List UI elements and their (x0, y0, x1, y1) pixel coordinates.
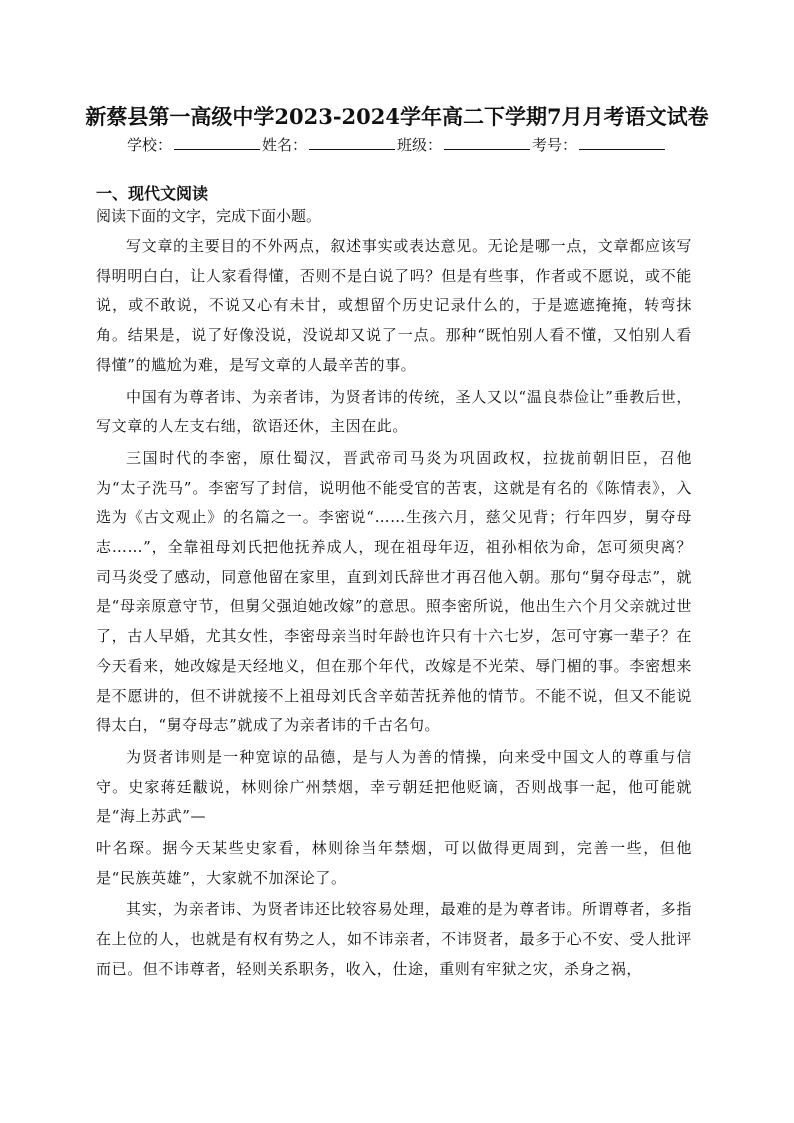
class-blank[interactable] (444, 135, 530, 150)
reading-instruction: 阅读下面的文字，完成下面小题。 (96, 207, 322, 225)
name-label: 姓名： (261, 136, 307, 154)
name-blank[interactable] (309, 135, 395, 150)
passage-paragraph: 叶名琛。据今天某些史家看，林则徐当年禁烟，可以做得更周到，完善一些，但他是“民族英雄”，大家就不加深论了。 (96, 839, 692, 887)
exam-number-blank[interactable] (579, 135, 665, 150)
reading-passage (96, 232, 692, 987)
exam-number-label: 考号： (532, 136, 578, 154)
class-label: 班级： (397, 136, 443, 154)
passage-paragraph: 中国有为尊者讳、为亲者讳，为贤者讳的传统，圣人又以“温良恭俭让”垂教后世，写文章的人左支右绌，欲语还休，主因在此。 (96, 387, 692, 436)
section-heading: 一、现代文阅读 (96, 184, 209, 203)
passage-paragraph: 为贤者讳则是一种宽谅的品德，是与人为善的情操，向来受中国文人的尊重与信守。史家蒋廷黻说，林则徐广州禁烟，幸亏朝廷把他贬谪，否则战事一起，他可能就是“海上苏武”— (96, 747, 692, 826)
student-info-line (0, 134, 794, 155)
school-label: 学校： (126, 136, 172, 154)
passage-paragraph: 三国时代的李密，原仕蜀汉，晋武帝司马炎为巩固政权，拉拢前朝旧臣，召他为“太子洗马”。李密写了封信，说明他不能受官的苦衷，这就是有名的《陈情表》，入选为《古文观止》的名篇之一。李密说“……生孩六月，慈父见背；行年四岁，舅夺母志……”，全靠祖母刘氏把他抚养成人，现在祖母年迈，祖孙相依为命，怎可须臾离？司马炎受了感动，同意他留在家里，直到刘氏辞世才再召他入朝。那句“舅夺母志”，就是“母亲原意守节，但舅父强迫她改嫁”的意思。照李密所说，他出生六个月父亲就过世了，古人早婚，尤其女性，李密母亲当时年龄也许只有十六七岁，怎可守寡一辈子？在今天看来，她改嫁是天经地义，但在那个年代，改嫁是不光荣、辱门楣的事。李密想来是不愿讲的，但不讲就接不上祖母刘氏含辛茹苦抚养他的情节。不能不说，但又不能说得太白，“舅夺母志”就成了为亲者讳的千古名句。 (96, 448, 692, 735)
name-field (262, 134, 397, 155)
exam-number-field (532, 134, 667, 155)
school-field (127, 134, 262, 155)
school-blank[interactable] (174, 135, 260, 150)
class-field (397, 134, 532, 155)
exam-title: 新蔡县第一高级中学2023-2024学年高二下学期7月月考语文试卷 (85, 104, 709, 129)
passage-paragraph: 写文章的主要目的不外两点，叙述事实或表达意见。无论是哪一点，文章都应该写得明明白白，让人家看得懂，否则不是白说了吗？但是有些事，作者或不愿说，或不能说，或不敢说，不说又心有未甘，或想留个历史记录什么的，于是遮遮掩掩，转弯抹角。结果是，说了好像没说，没说却又说了一点。那种“既怕别人看不懂，又怕别人看得懂”的尴尬为难，是写文章的人最辛苦的事。 (96, 237, 692, 374)
passage-paragraph: 其实，为亲者讳、为贤者讳还比较容易处理，最难的是为尊者讳。所谓尊者，多指在上位的人，也就是有权有势之人，如不讳亲者，不讳贤者，最多于心不安、受人批评而已。但不讳尊者，轻则关系职务，收入，仕途，重则有牢狱之灾，杀身之祸， (96, 900, 692, 978)
